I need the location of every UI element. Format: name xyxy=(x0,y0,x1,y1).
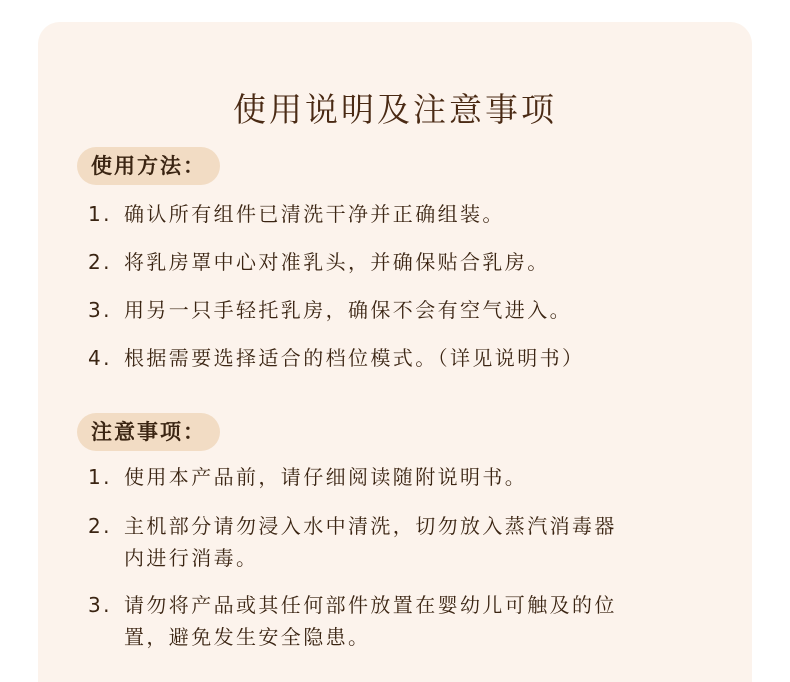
item-text-continued: 置，避免发生安全隐患。 xyxy=(124,625,371,649)
notes-heading: 注意事项： xyxy=(77,413,220,451)
usage-item-1 xyxy=(88,198,505,230)
usage-item-4 xyxy=(88,342,584,374)
item-text-continued: 内进行消毒。 xyxy=(124,546,259,570)
notes-item-2 xyxy=(88,510,617,574)
item-number: 4. xyxy=(88,346,112,370)
item-number: 2. xyxy=(88,514,112,538)
notes-item-3 xyxy=(88,589,617,653)
item-text: 确认所有组件已清洗干净并正确组装。 xyxy=(124,202,505,226)
notes-item-1 xyxy=(88,461,527,493)
usage-heading: 使用方法： xyxy=(77,147,220,185)
item-text: 用另一只手轻托乳房，确保不会有空气进入。 xyxy=(124,298,572,322)
item-number: 1. xyxy=(88,202,112,226)
usage-item-3 xyxy=(88,294,572,326)
item-number: 3. xyxy=(88,593,112,617)
item-text: 根据需要选择适合的档位模式。（详见说明书） xyxy=(124,346,585,370)
item-text: 使用本产品前，请仔细阅读随附说明书。 xyxy=(124,465,528,489)
item-text: 将乳房罩中心对准乳头，并确保贴合乳房。 xyxy=(124,250,550,274)
item-number: 1. xyxy=(88,465,112,489)
item-text: 主机部分请勿浸入水中清洗，切勿放入蒸汽消毒器 xyxy=(124,514,617,538)
usage-item-2 xyxy=(88,246,550,278)
item-text: 请勿将产品或其任何部件放置在婴幼儿可触及的位 xyxy=(124,593,617,617)
item-number: 3. xyxy=(88,298,112,322)
item-number: 2. xyxy=(88,250,112,274)
page-title: 使用说明及注意事项 xyxy=(233,90,557,129)
